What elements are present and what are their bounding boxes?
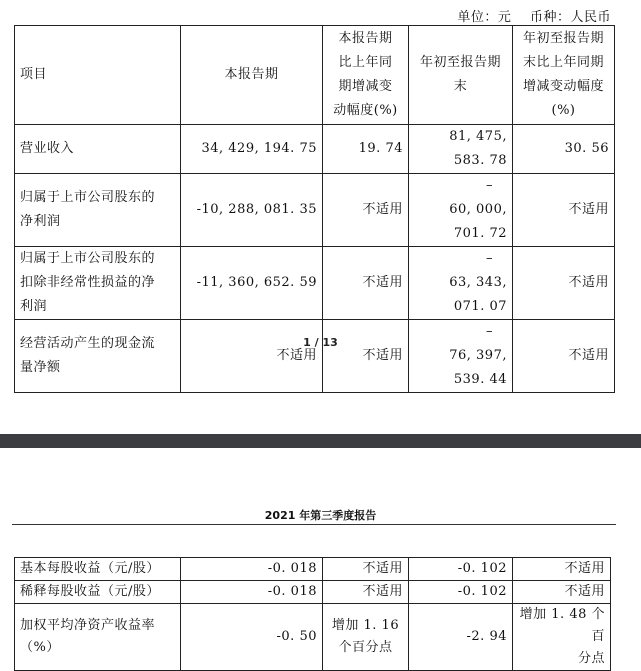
row-ytd-value: -2. 94 bbox=[409, 604, 513, 671]
row-current-value: -0. 018 bbox=[181, 581, 323, 604]
page-number: 1 / 13 bbox=[303, 336, 338, 349]
row-item: 加权平均净资产收益率 （%） bbox=[15, 604, 181, 671]
row-ytd-change: 不适用 bbox=[513, 320, 615, 393]
row-current-value: 不适用 bbox=[181, 320, 323, 393]
row-ytd-value: – 76, 397, 539. 44 bbox=[409, 320, 513, 393]
row-item: 稀释每股收益（元/股） bbox=[15, 581, 181, 604]
row-ytd-value: -0. 102 bbox=[409, 558, 513, 581]
table-row bbox=[15, 174, 615, 247]
table-row bbox=[15, 320, 615, 393]
table-row bbox=[15, 604, 611, 671]
table-row bbox=[15, 558, 611, 581]
row-period-change: 不适用 bbox=[323, 247, 409, 320]
row-period-change: 不适用 bbox=[323, 581, 409, 604]
row-period-change: 不适用 bbox=[323, 320, 409, 393]
table-header-row bbox=[15, 26, 615, 125]
row-current-value: 34, 429, 194. 75 bbox=[181, 125, 323, 174]
currency-label: 币种：人民币 bbox=[529, 10, 611, 25]
row-current-value: -11, 360, 652. 59 bbox=[181, 247, 323, 320]
row-current-value: -10, 288, 081. 35 bbox=[181, 174, 323, 247]
row-ytd-change: 不适用 bbox=[513, 558, 611, 581]
row-item: 营业收入 bbox=[15, 125, 181, 174]
row-ytd-value: 81, 475, 583. 78 bbox=[409, 125, 513, 174]
unit-label: 单位：元 bbox=[457, 10, 512, 25]
row-ytd-value: – 63, 343, 071. 07 bbox=[409, 247, 513, 320]
row-period-change: 19. 74 bbox=[323, 125, 409, 174]
header-ytd: 年初至报告期 末 bbox=[409, 26, 513, 125]
row-current-value: -0. 50 bbox=[181, 604, 323, 671]
row-ytd-value: – 60, 000, 701. 72 bbox=[409, 174, 513, 247]
header-period-change: 本报告期 比上年同 期增减变 动幅度(%) bbox=[323, 26, 409, 125]
row-ytd-change: 增加 1. 48 个百 分点 bbox=[513, 604, 611, 671]
page-separator bbox=[0, 434, 641, 448]
table-row bbox=[15, 247, 615, 320]
row-ytd-change: 不适用 bbox=[513, 581, 611, 604]
report-header-title: 2021 年第三季度报告 bbox=[264, 509, 377, 522]
row-item: 归属于上市公司股东的 扣除非经常性损益的净 利润 bbox=[15, 247, 181, 320]
row-ytd-change: 不适用 bbox=[513, 247, 615, 320]
row-ytd-change: 30. 56 bbox=[513, 125, 615, 174]
per-share-metrics-table bbox=[14, 557, 611, 671]
row-period-change: 不适用 bbox=[323, 174, 409, 247]
row-ytd-value: -0. 102 bbox=[409, 581, 513, 604]
row-current-value: -0. 018 bbox=[181, 558, 323, 581]
row-item: 经营活动产生的现金流 量净额 bbox=[15, 320, 181, 393]
row-item: 基本每股收益（元/股） bbox=[15, 558, 181, 581]
row-period-change: 增加 1. 16 个百分点 bbox=[323, 604, 409, 671]
header-rule bbox=[12, 524, 616, 525]
row-period-change: 不适用 bbox=[323, 558, 409, 581]
row-item: 归属于上市公司股东的 净利润 bbox=[15, 174, 181, 247]
row-ytd-change: 不适用 bbox=[513, 174, 615, 247]
table-row bbox=[15, 581, 611, 604]
header-ytd-change: 年初至报告期 末比上年同期 增减变动幅度 (%) bbox=[513, 26, 615, 125]
unit-currency-line bbox=[443, 6, 611, 25]
table-row bbox=[15, 125, 615, 174]
header-item: 项目 bbox=[15, 26, 181, 125]
header-current-period: 本报告期 bbox=[181, 26, 323, 125]
